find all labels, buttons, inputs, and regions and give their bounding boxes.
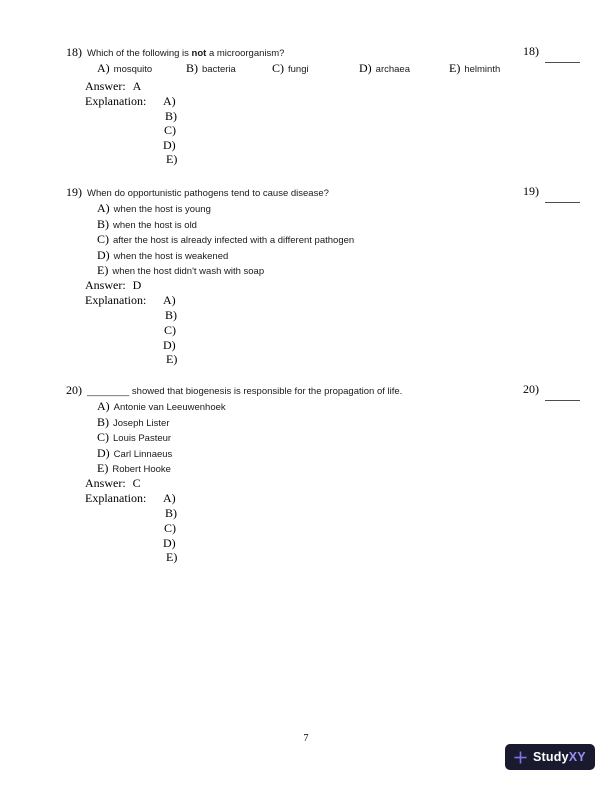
option-text: when the host didn't wash with soap (112, 266, 265, 277)
question-18-line (66, 45, 284, 60)
option-text: after the host is already infected with a different pathogen (113, 235, 355, 246)
explanation-letter: C) (164, 521, 176, 535)
option-letter: C) (272, 61, 284, 75)
question-text-pre: ________ showed that biogenesis is responsible for the propagation of life. (87, 386, 403, 397)
question-text-pre: Which of the following is (87, 48, 192, 59)
option-text: when the host is old (113, 220, 197, 231)
explanation-letter: D) (163, 338, 176, 352)
option-c (97, 430, 171, 445)
question-text (87, 188, 329, 199)
option-text: Carl Linnaeus (113, 449, 173, 460)
option-letter: D) (97, 446, 110, 460)
option-letter: A) (97, 399, 110, 413)
brand-badge (505, 744, 595, 770)
explanation-letter: C) (164, 123, 176, 137)
option-text: fungi (288, 64, 309, 75)
question-text-pre: When do opportunistic pathogens tend to cause disease? (87, 188, 329, 199)
answer-value: A (132, 79, 142, 93)
option-text: when the host is young (113, 204, 211, 215)
answer-label: Answer: (85, 79, 126, 93)
explanation-letter: A) (163, 491, 176, 505)
answer-line (85, 80, 141, 93)
option-letter: E) (97, 461, 109, 475)
plus-icon (514, 751, 527, 764)
option-letter: E) (97, 263, 109, 277)
brand-name-primary: Study (533, 750, 569, 764)
option-text: Robert Hooke (112, 464, 171, 475)
option-letter: A) (97, 61, 110, 75)
question-number: 19) (66, 185, 82, 199)
option-text: bacteria (202, 64, 236, 75)
explanation-letter: D) (163, 138, 176, 152)
option-d (359, 61, 410, 76)
question-20-line (66, 383, 402, 398)
answer-line (85, 279, 141, 292)
option-d (97, 248, 228, 263)
option-text: Joseph Lister (113, 418, 170, 429)
option-b (97, 415, 170, 430)
explanation-label: Explanation: (85, 94, 147, 108)
explanation-letter: E) (166, 352, 178, 366)
option-letter: D) (359, 61, 372, 75)
option-text: when the host is weakened (113, 251, 229, 262)
option-text: Louis Pasteur (113, 433, 172, 444)
option-letter: B) (97, 415, 109, 429)
question-text (87, 386, 402, 397)
option-text: mosquito (113, 64, 153, 75)
explanation-letter: E) (166, 152, 178, 166)
option-letter: D) (97, 248, 110, 262)
brand-name (533, 750, 586, 764)
answer-line (85, 477, 141, 490)
option-e (97, 263, 264, 278)
option-text: helminth (464, 64, 501, 75)
answer-value: C (132, 476, 141, 490)
explanation-letter: A) (163, 94, 176, 108)
answer-label: Answer: (85, 476, 126, 490)
explanation-letter: D) (163, 536, 176, 550)
explanation-letter: A) (163, 293, 176, 307)
option-letter: B) (97, 217, 109, 231)
answer-value: D (132, 278, 142, 292)
question-number: 18) (66, 45, 82, 59)
option-a (97, 61, 152, 76)
option-letter: A) (97, 201, 110, 215)
answer-blank-line (545, 46, 580, 63)
option-c (97, 232, 354, 247)
answer-blank-line (545, 186, 580, 203)
option-letter: E) (449, 61, 461, 75)
explanation-label: Explanation: (85, 293, 147, 307)
question-text (87, 48, 284, 59)
page-number: 7 (303, 733, 309, 744)
explanation-letter: B) (165, 308, 177, 322)
question-text-post: a microorganism? (206, 48, 285, 59)
explanation-letter: B) (165, 109, 177, 123)
question-19-line (66, 185, 329, 200)
option-e (97, 461, 171, 476)
answer-label: Answer: (85, 278, 126, 292)
option-text: archaea (375, 64, 411, 75)
answer-blank-line (545, 384, 580, 401)
option-c (272, 61, 309, 76)
option-letter: C) (97, 430, 109, 444)
question-text-bold: not (191, 48, 207, 59)
option-d (97, 446, 172, 461)
question-number: 20) (66, 383, 82, 397)
margin-question-number: 20) (523, 382, 539, 396)
explanation-label: Explanation: (85, 491, 147, 505)
explanation-letter: C) (164, 323, 176, 337)
option-b (97, 217, 197, 232)
explanation-letter: E) (166, 550, 178, 564)
option-a (97, 201, 211, 216)
option-b (186, 61, 236, 76)
margin-question-number: 19) (523, 184, 539, 198)
option-e (449, 61, 500, 76)
option-text: Antonie van Leeuwenhoek (113, 402, 226, 413)
margin-question-number: 18) (523, 44, 539, 58)
option-letter: B) (186, 61, 198, 75)
brand-name-accent: XY (568, 750, 586, 764)
explanation-letter: B) (165, 506, 177, 520)
option-a (97, 399, 226, 414)
option-letter: C) (97, 232, 109, 246)
